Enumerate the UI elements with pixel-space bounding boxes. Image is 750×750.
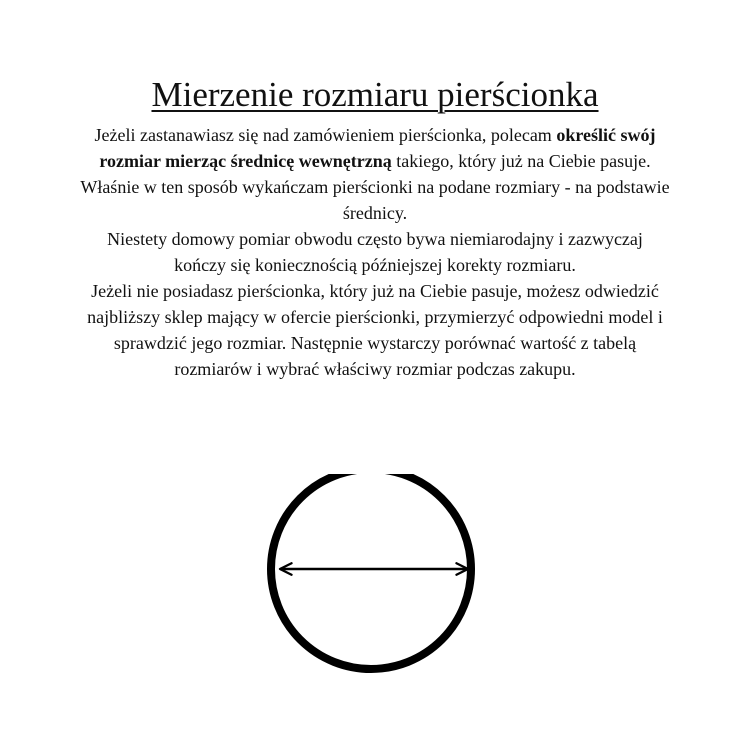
intro-text-start: Jeżeli zastanawiasz się nad zamówieniem pierścionka, polecam: [94, 125, 557, 145]
ring-circle-icon: [271, 474, 471, 669]
ring-diameter-figure: [266, 474, 476, 684]
paragraph-method: Właśnie w ten sposób wykańczam pierścionki na podane rozmiary - na podstawie średnicy.: [80, 177, 670, 223]
paragraph-intro: [80, 122, 670, 174]
intro-text-end: takiego, który już na Ciebie pasuje.: [391, 151, 651, 171]
page-title: [0, 74, 750, 116]
intro-text-bold: określić swój rozmiar mierząc średnicę wewnętrzną: [99, 125, 656, 171]
paragraph-advice: Jeżeli nie posiadasz pierścionka, który już na Ciebie pasuje, możesz odwiedzić najbliższy sklep mający w ofercie pierścionki, przymierzyć odpowiedni model i sprawdzić jego rozmiar. Następnie wystarczy porównać wartość z tabelą rozmiarów i wybrać właściwy rozmiar podczas zakupu.: [87, 281, 663, 379]
description: [80, 122, 670, 382]
paragraph-warning: Niestety domowy pomiar obwodu często bywa niemiarodajny i zazwyczaj kończy się koniecznością późniejszej korekty rozmiaru.: [107, 229, 643, 275]
page-title-text: Mierzenie rozmiaru pierścionka: [151, 75, 599, 114]
